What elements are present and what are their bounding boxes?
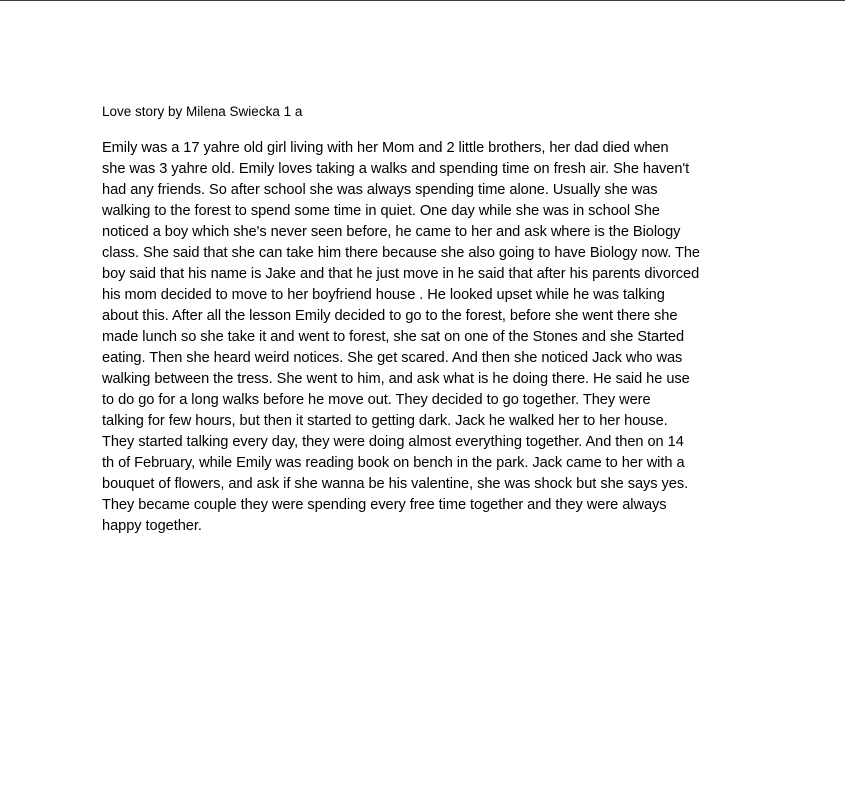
document-page [102, 102, 762, 537]
body-line: walking to the forest to spend some time in quiet. One day while she was in school She [102, 203, 660, 219]
body-line: noticed a boy which she's never seen before, he came to her and ask where is the Biology [102, 224, 681, 240]
body-line: to do go for a long walks before he move out. They decided to go together. They were [102, 392, 651, 408]
body-line: They started talking every day, they were doing almost everything together. And then on 14 [102, 434, 684, 450]
body-line: eating. Then she heard weird notices. She get scared. And then she noticed Jack who was [102, 350, 683, 366]
body-line: class. She said that she can take him there because she also going to have Biology now. The [102, 245, 700, 261]
body-line: happy together. [102, 518, 202, 534]
body-line: about this. After all the lesson Emily decided to go to the forest, before she went there she [102, 308, 678, 324]
body-line: boy said that his name is Jake and that he just move in he said that after his parents divorced [102, 266, 700, 282]
document-title: Love story by Milena Swiecka 1 a [102, 104, 303, 119]
body-line: Emily was a 17 yahre old girl living with her Mom and 2 little brothers, her dad died when [102, 140, 669, 156]
body-line: walking between the tress. She went to him, and ask what is he doing there. He said he use [102, 371, 690, 387]
body-line: bouquet of flowers, and ask if she wanna be his valentine, she was shock but she says yes. [102, 476, 689, 492]
body-line: made lunch so she take it and went to forest, she sat on one of the Stones and she Started [102, 329, 685, 345]
body-line: th of February, while Emily was reading book on bench in the park. Jack came to her with a [102, 455, 685, 471]
body-line: she was 3 yahre old. Emily loves taking a walks and spending time on fresh air. She haven't [102, 161, 690, 177]
body-line: talking for few hours, but then it started to getting dark. Jack he walked her to her house. [102, 413, 668, 429]
body-line: had any friends. So after school she was always spending time alone. Usually she was [102, 182, 658, 198]
top-border-line [0, 0, 845, 1]
body-line: They became couple they were spending every free time together and they were always [102, 497, 667, 513]
document-body [102, 138, 762, 537]
body-line: his mom decided to move to her boyfriend house . He looked upset while he was talking [102, 287, 665, 303]
